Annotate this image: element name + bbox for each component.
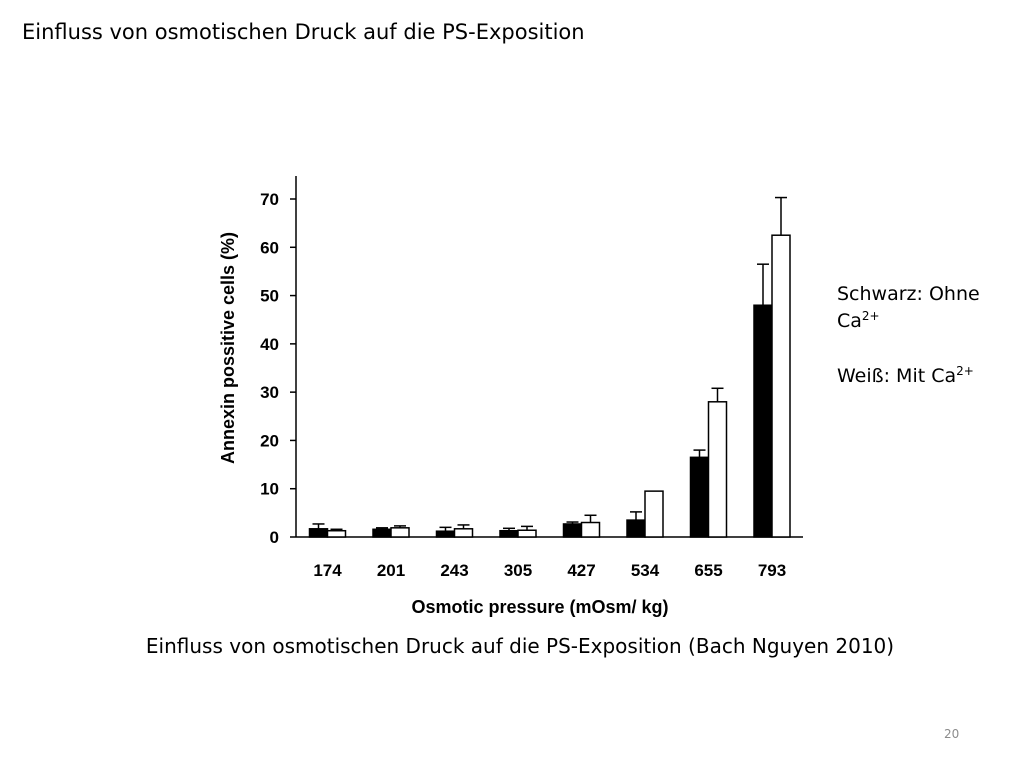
legend-white: Weiß: Mit $Ca^{2+}$ <box>837 364 974 387</box>
bar-with-ca <box>455 529 473 537</box>
x-axis-title: Osmotic pressure (mOsm/ kg) <box>411 597 669 617</box>
bar-without-ca <box>310 529 328 537</box>
bar-with-ca <box>582 523 600 537</box>
x-tick-label: 243 <box>440 561 469 580</box>
x-tick-label: 427 <box>567 561 596 580</box>
bar-without-ca <box>437 531 455 537</box>
bar-without-ca <box>627 520 645 537</box>
x-tick-label: 201 <box>376 561 406 580</box>
y-tick-label: 60 <box>260 238 279 258</box>
legend-text <box>837 281 980 390</box>
slide-title: Einfluss von osmotischen Druck auf die PS-Exposition <box>22 20 585 44</box>
y-tick-label: 70 <box>260 190 279 209</box>
bar-without-ca <box>564 524 582 537</box>
y-tick-label: 40 <box>260 334 279 354</box>
bar-with-ca <box>645 491 663 537</box>
x-tick-label: 655 <box>694 561 723 580</box>
y-tick-label: 50 <box>260 286 279 306</box>
x-tick-label: 174 <box>313 561 342 580</box>
bar-with-ca <box>709 402 727 537</box>
bar-with-ca <box>391 528 409 537</box>
x-tick-label: 793 <box>757 561 787 580</box>
bar-with-ca <box>518 530 536 537</box>
y-tick-label: 10 <box>260 479 279 499</box>
page-number: 20 <box>944 727 960 741</box>
bar-without-ca <box>691 457 709 537</box>
legend-black-ion: $Ca^{2+}$ <box>837 309 880 332</box>
x-tick-label: 534 <box>630 561 660 580</box>
bar-without-ca <box>500 531 518 537</box>
x-tick-label: 305 <box>503 561 533 580</box>
y-tick-label: 20 <box>260 431 279 451</box>
y-axis-title: Annexin possitive cells (%) <box>218 231 238 465</box>
bar-with-ca <box>328 531 346 537</box>
bar-without-ca <box>754 305 772 537</box>
figure-caption: Einfluss von osmotischen Druck auf die PS-Exposition (Bach Nguyen 2010) <box>145 634 895 658</box>
bar-without-ca <box>373 529 391 537</box>
y-tick-label: 30 <box>260 383 279 403</box>
legend-black: Schwarz: Ohne <box>837 283 980 305</box>
bar-with-ca <box>772 235 790 537</box>
y-tick-label: 0 <box>269 528 279 547</box>
